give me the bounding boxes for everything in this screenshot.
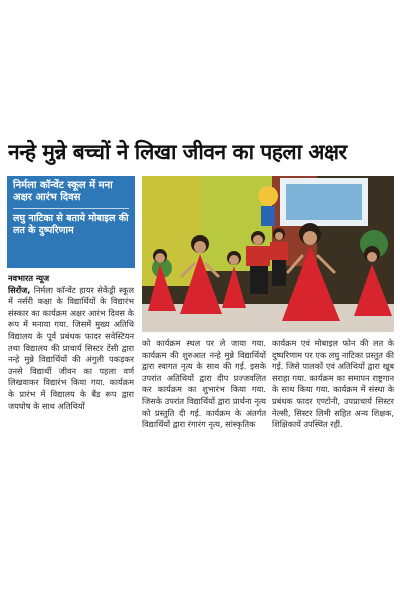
- byline: नवभारत न्यूज: [8, 273, 50, 283]
- deck-text: लघु नाटिका से बताये मोबाइल की लत के दुष्परिणाम: [13, 213, 129, 236]
- box-divider: [13, 208, 129, 209]
- article-column-3: [272, 338, 394, 450]
- article-column-2: [142, 338, 266, 450]
- column-2-text: को कार्यक्रम स्थल पर ले जाया गया. कार्यक्रम की शुरुआत नन्हे मुन्ने विद्यार्थियों द्वारा स्वागत नृत्य के साथ की गई. इसके उपरांत अतिथियों द्वारा दीप प्रज्जवलित कर कार्यक्रम का शुभारंभ किया गया. जिसके उपरांत विद्यार्थियों द्वारा प्रार्थना नृत्य को प्रस्तुति दी गई. कार्यक्रम के अंतर्गत विद्यार्थियों द्वारा रंगारंग नृत्य, सांस्कृतिक: [142, 338, 266, 430]
- column-1-text: निर्मला कॉन्वेंट हायर सेकेंड्री स्कूल में नर्सरी कक्षा के विद्यार्थियों के विद्यारंभ संस्कार का कार्यक्रम अक्षर आरंभ दिवस के रूप में मनाया गया. जिसमें मुख्य अतिथि विद्यालय के पूर्व प्रबंधक फादर सवेस्टियन तथा विद्यालय की प्राचार्य सिस्टर टेंसी द्वारा नन्हे मुन्ने विद्यार्थियों की अंगुली पकड़कर उनसे विद्यार्थी जीवन का पहला वर्ण लिखवाकर विद्यारंभ किया गया. कार्यक्रम के प्रारंभ में विद्यालय के बैंड रूप द्वारा जयघोष के साथ अतिथियों: [8, 284, 134, 411]
- kicker-text: निर्मला कॉन्वेंट स्कूल में मना अक्षर आरंभ दिवस: [13, 180, 113, 203]
- dateline: सिरोंज,: [8, 284, 31, 295]
- event-photo: [142, 176, 394, 332]
- headline: नन्हे मुन्ने बच्चों ने लिखा जीवन का पहला अक्षर: [8, 140, 347, 164]
- article-column-1: [8, 273, 134, 505]
- summary-box: [7, 176, 135, 268]
- column-3-text: कार्यक्रम एवं मोबाइल फोन की लत के दुष्परिणाम पर एक लघु नाटिका प्रस्तुत की गई. जिसे पालकों एवं अतिथियों द्वारा खूब सराहा गया. कार्यक्रम का समापन राष्ट्रगान के साथ किया गया. कार्यक्रम में संस्था के प्रबंधक फादर एण्टोनी, उपप्राचार्य सिस्टर नेल्सी, सिस्टर लिमी सहित अन्य शिक्षक, शिक्षिकायें उपस्थित रहीं.: [272, 338, 394, 430]
- children-dancing-illustration: [142, 176, 394, 332]
